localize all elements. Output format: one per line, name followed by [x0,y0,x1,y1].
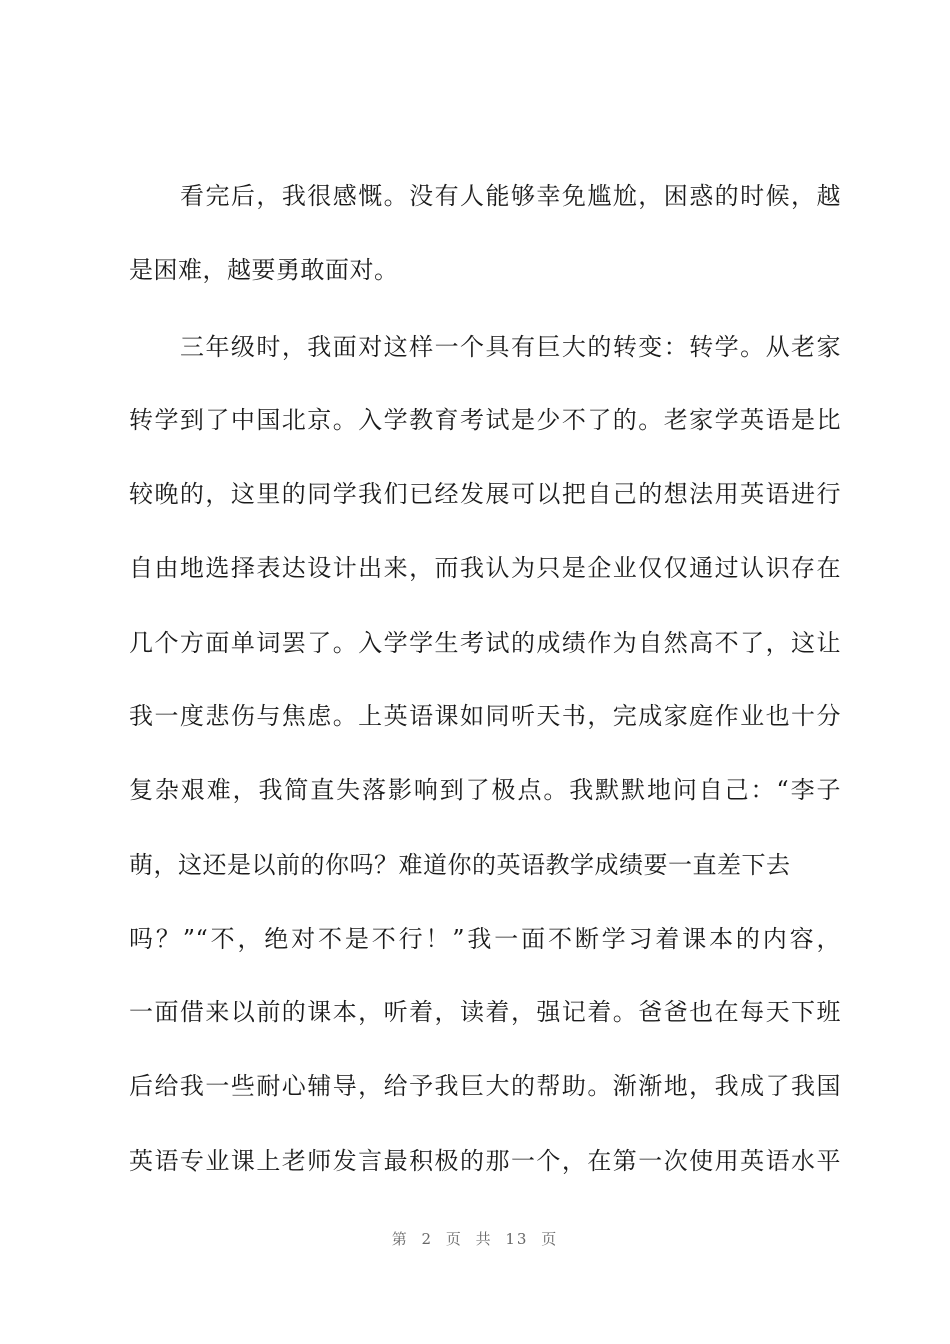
paragraph-line: 较晚的，这里的同学我们已经发展可以把自己的想法用英语进行 [129,480,841,508]
paragraph-line: 三年级时，我面对这样一个具有巨大的转变：转学。从老家 [180,333,841,361]
paragraph-line: 是困难，越要勇敢面对。 [129,256,399,284]
paragraph-line: 一面借来以前的课本，听着，读着，强记着。爸爸也在每天下班 [129,998,841,1026]
paragraph-line: 萌，这还是以前的你吗？难道你的英语教学成绩要一直差下去 [129,851,791,879]
paragraph-line: 后给我一些耐心辅导，给予我巨大的帮助。渐渐地，我成了我国 [129,1072,841,1100]
paragraph-line: 我一度悲伤与焦虑。上英语课如同听天书，完成家庭作业也十分 [129,702,841,730]
paragraph-line: 几个方面单词罢了。入学学生考试的成绩作为自然高不了，这让 [129,629,841,657]
paragraph-line: 转学到了中国北京。入学教育考试是少不了的。老家学英语是比 [129,406,841,434]
page-number-footer: 第 2 页 共 13 页 [391,1230,559,1248]
paragraph-line: 自由地选择表达设计出来，而我认为只是企业仅仅通过认识存在 [129,554,841,582]
paragraph-line: 看完后，我很感慨。没有人能够幸免尴尬，困惑的时候，越 [180,182,841,210]
paragraph-line: 英语专业课上老师发言最积极的那一个，在第一次使用英语水平 [129,1147,841,1175]
paragraph-line: 吗？”“不，绝对不是不行！”我一面不断学习着课本的内容， [129,925,841,953]
paragraph-line: 复杂艰难，我简直失落影响到了极点。我默默地问自己：“李子 [129,776,841,804]
